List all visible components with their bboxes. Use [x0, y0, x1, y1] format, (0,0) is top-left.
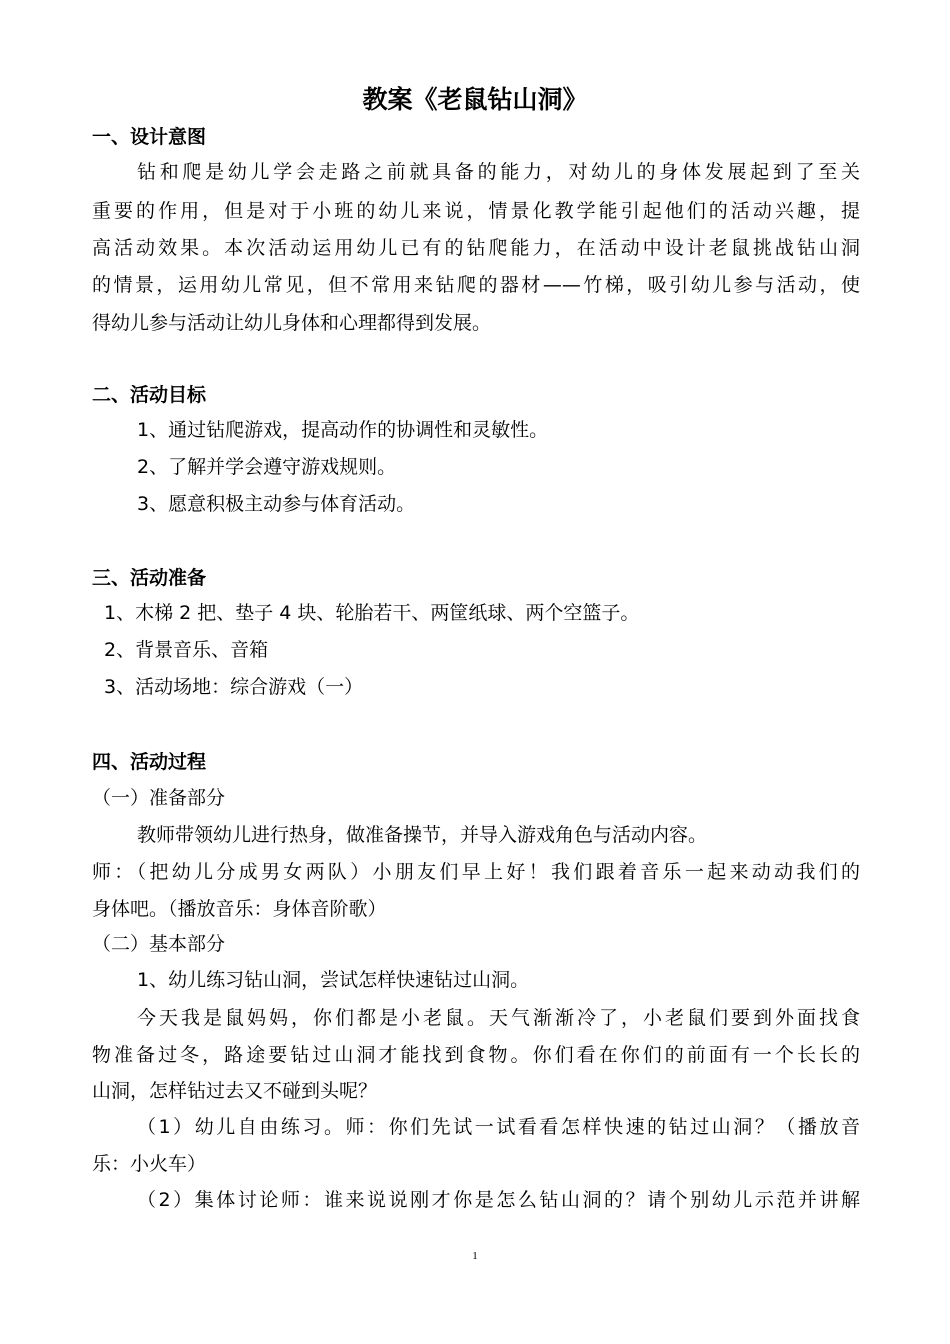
paragraph-line: 的情景，运用幼儿常见，但不常用来钻爬的器材——竹梯，吸引幼儿参与活动，使: [92, 274, 860, 296]
paragraph-line: （1）幼儿自由练习。师：你们先试一试看看怎样快速的钻过山洞？（播放音: [137, 1116, 860, 1138]
paragraph-line: 乐：小火车）: [92, 1153, 207, 1175]
subsection-heading: （二）基本部分: [92, 933, 226, 955]
paragraph-line: 高活动效果。本次活动运用幼儿已有的钻爬能力，在活动中设计老鼠挑战钻山洞: [92, 237, 860, 259]
section-heading-process: 四、活动过程: [92, 751, 207, 773]
page-number: 1: [472, 1250, 478, 1262]
paragraph-line: 师：（把幼儿分成男女两队）小朋友们早上好！我们跟着音乐一起来动动我们的: [92, 861, 860, 883]
paragraph-line: 身体吧。（播放音乐：身体音阶歌）: [92, 898, 387, 920]
section-heading-design-intent: 一、设计意图: [92, 126, 207, 148]
paragraph-line: 教师带领幼儿进行热身，做准备操节，并导入游戏角色与活动内容。: [137, 824, 708, 846]
paragraph-line: 钻和爬是幼儿学会走路之前就具备的能力，对幼儿的身体发展起到了至关: [137, 161, 860, 183]
paragraph-line: 1、幼儿练习钻山洞，尝试怎样快速钻过山洞。: [137, 969, 530, 991]
list-item: 1、通过钻爬游戏，提高动作的协调性和灵敏性。: [137, 419, 549, 441]
paragraph-line: 重要的作用，但是对于小班的幼儿来说，情景化教学能引起他们的活动兴趣，提: [92, 200, 860, 222]
list-item: 2、背景音乐、音箱: [104, 639, 269, 661]
paragraph-line: 今天我是鼠妈妈，你们都是小老鼠。天气渐渐冷了，小老鼠们要到外面找食: [137, 1007, 860, 1029]
list-item: 3、愿意积极主动参与体育活动。: [137, 493, 416, 515]
paragraph-line: 物准备过冬，路途要钻过山洞才能找到食物。你们看在你们的前面有一个长长的: [92, 1044, 860, 1066]
list-item: 1、木梯 2 把、垫子 4 块、轮胎若干、两筐纸球、两个空篮子。: [104, 602, 640, 624]
section-heading-goals: 二、活动目标: [92, 384, 207, 406]
subsection-heading: （一）准备部分: [92, 787, 226, 809]
paragraph-line: 山洞，怎样钻过去又不碰到头呢？: [92, 1080, 378, 1102]
list-item: 2、了解并学会遵守游戏规则。: [137, 456, 397, 478]
list-item: 3、活动场地：综合游戏（一）: [104, 676, 364, 698]
document-title: 教案《老鼠钻山洞》: [362, 85, 588, 114]
paragraph-line: （2）集体讨论师：谁来说说刚才你是怎么钻山洞的？请个别幼儿示范并讲解: [137, 1189, 860, 1211]
section-heading-preparation: 三、活动准备: [92, 567, 207, 589]
paragraph-line: 得幼儿参与活动让幼儿身体和心理都得到发展。: [92, 312, 492, 334]
